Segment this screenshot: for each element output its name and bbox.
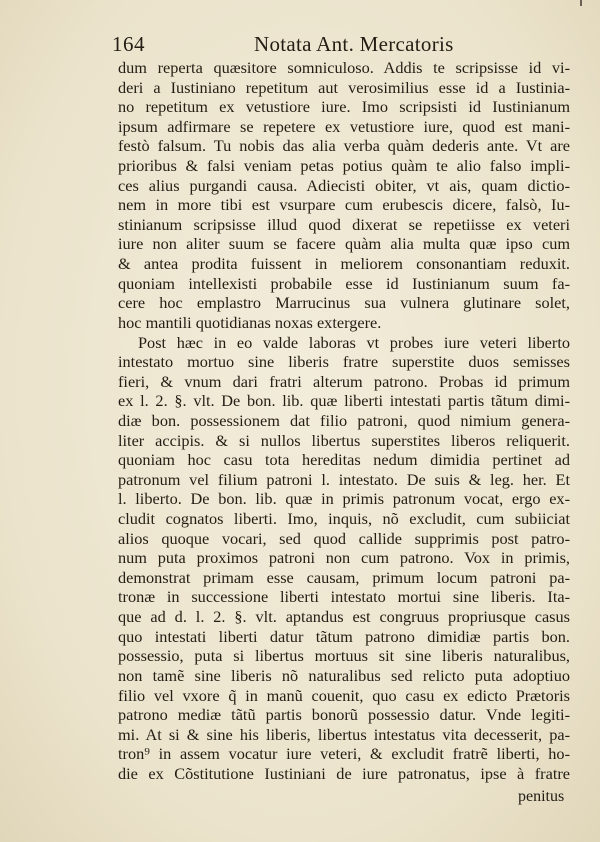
text-line: l. liberto. De bon. lib. quæ in primis patronum vocat, ergo ex- bbox=[118, 489, 570, 509]
text-line: quoniam intellexisti probabile esse id Iustinianum suum fa- bbox=[118, 273, 570, 293]
text-line: hoc mantili quotidianas noxas extergere. bbox=[118, 312, 382, 332]
text-line: liter accipis. & si nullos libertus superstites liberos reliquerit. bbox=[118, 430, 570, 450]
page-header bbox=[112, 28, 512, 58]
text-line: quo intestati liberti datur tãtum patrono dimidiæ partis bon. bbox=[118, 626, 570, 646]
text-line: ipsum adfirmare se repetere ex vetustiore iure, quod est mani- bbox=[118, 116, 570, 136]
text-line: ex l. 2. §. vlt. De bon. lib. quæ liberti intestati partis tãtum dimi- bbox=[118, 391, 570, 411]
text-line: iure non aliter suum se facere quàm alia multa quæ ipso cum bbox=[118, 234, 570, 254]
text-line: ces alius purgandi causa. Adiecisti obiter, vt ais, quam dictio- bbox=[118, 175, 570, 195]
text-line: nem in more tibi est vsurpare cum erubescis dicere, falsò, Iu- bbox=[118, 195, 570, 215]
text-line: cere hoc emplastro Marrucinus sua vulnera glutinare solet, bbox=[118, 293, 570, 313]
text-line: num puta proximos patroni non cum patrono. Vox in primis, bbox=[118, 548, 570, 568]
text-line: possessio, puta si libertus mortuus sit sine liberis naturalibus, bbox=[118, 646, 570, 666]
text-line: & antea prodita fuissent in meliorem consonantiam reduxit. bbox=[118, 254, 570, 274]
page-number: 164 bbox=[112, 32, 145, 56]
catchword: penitus bbox=[518, 788, 565, 805]
text-line: tron⁹ in assem vocatur iure veteri, & excludit fratrẽ liberti, ho- bbox=[118, 744, 570, 764]
text-line: demonstrat primam esse causam, primum locum patroni pa- bbox=[118, 567, 570, 587]
running-head: Notata Ant. Mercatoris bbox=[254, 32, 454, 56]
text-line: festò falsum. Tu nobis das alia verba quàm dederis ante. Vt are bbox=[118, 136, 570, 156]
text-line: patrono mediæ tãtũ partis bonorũ possessio datur. Vnde legiti- bbox=[118, 705, 570, 725]
ink-mark bbox=[580, 0, 582, 6]
text-line: deri a Iustiniano repetitum aut verosimilius esse id a Iustinia- bbox=[118, 77, 570, 97]
text-line: Post hæc in eo valde laboras vt probes iure veteri liberto bbox=[138, 332, 570, 352]
body-text bbox=[118, 58, 570, 784]
text-line: que ad d. l. 2. §. vlt. aptandus est congruus propriusque casus bbox=[118, 607, 570, 627]
text-line: stinianum scripsisse illud quod dixerat se repetiisse ex veteri bbox=[118, 214, 570, 234]
text-line: tronæ in successione liberti intestato mortui sine liberis. Ita- bbox=[118, 587, 570, 607]
text-line: no repetitum ex vetustiore iure. Imo scripsisti id Iustinianum bbox=[118, 97, 570, 117]
text-line: patronum vel filium patroni l. intestato. De suis & leg. her. Et bbox=[118, 469, 570, 489]
text-line: mi. At si & sine his liberis, libertus intestatus vita decesserit, pa- bbox=[118, 724, 570, 744]
text-line: filio vel vxore q̃ in manũ couenit, quo casu ex edicto Prætoris bbox=[118, 685, 570, 705]
text-line: prioribus & falsi veniam petas potius quàm te alio falso impli- bbox=[118, 156, 570, 176]
text-line: cludit cognatos liberti. Imo, inquis, nõ excludit, cum subiiciat bbox=[118, 509, 570, 529]
text-line: fieri, & vnum dari fratri alterum patrono. Probas id primum bbox=[118, 371, 570, 391]
text-line: alios quoque vocari, sed quod callide supprimis post patro- bbox=[118, 528, 570, 548]
text-line: quoniam hoc casu tota hereditas nedum dimidia pertinet ad bbox=[118, 450, 570, 470]
text-line: die ex Cõstitutione Iustiniani de iure patronatus, ipse à fratre bbox=[118, 763, 570, 783]
text-line: non tamẽ sine liberis nõ naturalibus sed relicto puta adoptiuo bbox=[118, 665, 570, 685]
text-line: intestato mortuo sine liberis fratre superstite duos semisses bbox=[118, 352, 570, 372]
text-line: diæ bon. possessionem dat filio patroni, quod nimium genera- bbox=[118, 410, 570, 430]
text-line: dum reperta quæsitore somniculoso. Addis te scripsisse id vi- bbox=[118, 58, 570, 77]
